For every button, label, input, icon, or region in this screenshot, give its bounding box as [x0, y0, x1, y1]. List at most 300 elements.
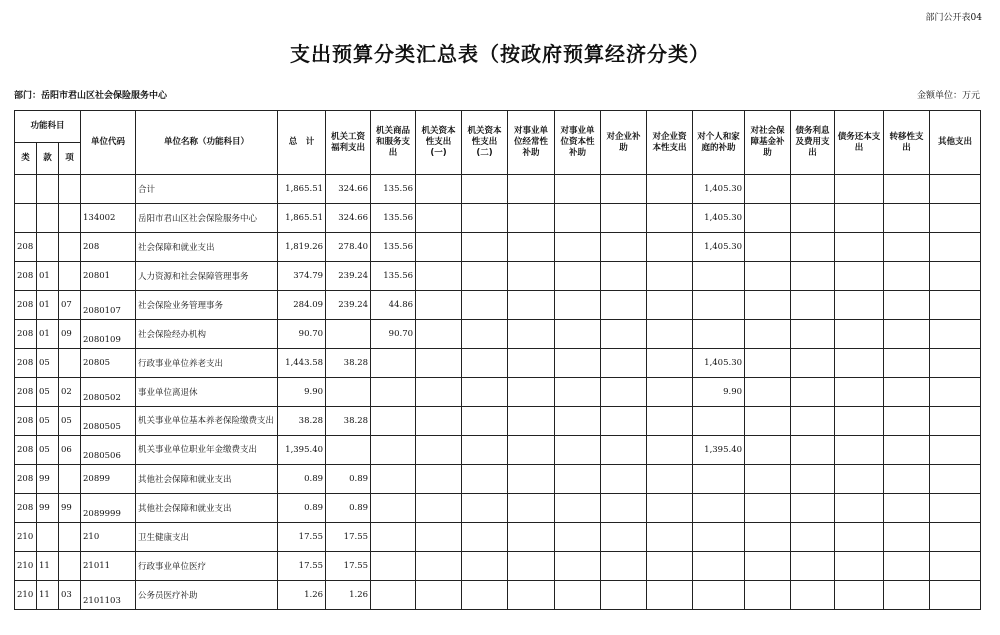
cell-lei: 210: [15, 552, 37, 581]
cell-c10: [745, 581, 791, 610]
cell-c9: 9.90: [693, 378, 745, 407]
cell-total: 38.28: [278, 407, 326, 436]
cell-c8: [647, 581, 693, 610]
cell-c6: [555, 436, 601, 465]
header-c1: 机关工资福利支出: [326, 111, 371, 175]
cell-c10: [745, 291, 791, 320]
cell-c5: [508, 523, 555, 552]
cell-c9: [693, 407, 745, 436]
cell-c1: [326, 320, 371, 349]
cell-c1: 239.24: [326, 291, 371, 320]
cell-c8: [647, 233, 693, 262]
cell-kuan: 05: [37, 407, 59, 436]
header-c7: 对企业补助: [601, 111, 647, 175]
cell-c14: [930, 407, 981, 436]
cell-c10: [745, 262, 791, 291]
cell-xiang: [59, 552, 81, 581]
header-c9: 对个人和家庭的补助: [693, 111, 745, 175]
cell-total: 1,865.51: [278, 204, 326, 233]
header-unit-code: 单位代码: [81, 111, 136, 175]
cell-c6: [555, 407, 601, 436]
cell-c13: [884, 552, 930, 581]
cell-c1: 38.28: [326, 349, 371, 378]
cell-c5: [508, 320, 555, 349]
cell-c10: [745, 552, 791, 581]
cell-c5: [508, 175, 555, 204]
cell-total: 17.55: [278, 552, 326, 581]
cell-c2: [371, 523, 416, 552]
cell-c6: [555, 552, 601, 581]
cell-c7: [601, 233, 647, 262]
cell-unit-code: 2080502: [81, 378, 136, 407]
cell-c6: [555, 494, 601, 523]
cell-kuan: 05: [37, 378, 59, 407]
cell-lei: 208: [15, 233, 37, 262]
cell-unit-code: 20899: [81, 465, 136, 494]
cell-c1: 38.28: [326, 407, 371, 436]
cell-c7: [601, 407, 647, 436]
cell-c8: [647, 204, 693, 233]
cell-c9: [693, 581, 745, 610]
cell-c6: [555, 581, 601, 610]
cell-c10: [745, 436, 791, 465]
cell-c1: 0.89: [326, 465, 371, 494]
cell-c1: 17.55: [326, 552, 371, 581]
cell-kuan: 05: [37, 436, 59, 465]
cell-c7: [601, 378, 647, 407]
cell-unit-code: 2080506: [81, 436, 136, 465]
cell-lei: 208: [15, 436, 37, 465]
cell-c12: [835, 552, 884, 581]
cell-c2: [371, 378, 416, 407]
cell-c4: [462, 320, 508, 349]
cell-lei: 210: [15, 523, 37, 552]
cell-total: 0.89: [278, 465, 326, 494]
cell-c8: [647, 349, 693, 378]
cell-c4: [462, 233, 508, 262]
cell-c13: [884, 436, 930, 465]
cell-c11: [791, 494, 835, 523]
cell-unit-name: 社会保险业务管理事务: [136, 291, 278, 320]
cell-lei: 208: [15, 262, 37, 291]
cell-unit-code: 2080109: [81, 320, 136, 349]
table-row: [15, 552, 981, 581]
cell-c10: [745, 175, 791, 204]
cell-c8: [647, 552, 693, 581]
cell-c7: [601, 175, 647, 204]
cell-c5: [508, 233, 555, 262]
cell-c7: [601, 581, 647, 610]
cell-c1: [326, 378, 371, 407]
budget-table: [14, 110, 981, 610]
cell-unit-name: 机关事业单位基本养老保险缴费支出: [136, 407, 278, 436]
cell-c2: 135.56: [371, 233, 416, 262]
cell-c2: 90.70: [371, 320, 416, 349]
table-row: [15, 465, 981, 494]
header-xiang: 项: [59, 143, 81, 175]
cell-total: 284.09: [278, 291, 326, 320]
cell-c12: [835, 407, 884, 436]
cell-c7: [601, 552, 647, 581]
cell-c13: [884, 465, 930, 494]
cell-unit-name: 社会保障和就业支出: [136, 233, 278, 262]
cell-c14: [930, 552, 981, 581]
header-kuan: 款: [37, 143, 59, 175]
cell-lei: 208: [15, 407, 37, 436]
header-c10: 对社会保障基金补助: [745, 111, 791, 175]
cell-lei: 208: [15, 378, 37, 407]
cell-c6: [555, 320, 601, 349]
cell-c7: [601, 204, 647, 233]
cell-c14: [930, 204, 981, 233]
cell-c14: [930, 436, 981, 465]
cell-xiang: 07: [59, 291, 81, 320]
cell-c5: [508, 407, 555, 436]
cell-unit-name: 卫生健康支出: [136, 523, 278, 552]
cell-xiang: 09: [59, 320, 81, 349]
cell-c4: [462, 523, 508, 552]
table-row: [15, 262, 981, 291]
cell-c8: [647, 407, 693, 436]
cell-c10: [745, 349, 791, 378]
cell-total: 1,443.58: [278, 349, 326, 378]
cell-c3: [416, 262, 462, 291]
cell-c6: [555, 204, 601, 233]
header-function-subject: 功能科目: [15, 111, 81, 143]
cell-c1: 324.66: [326, 204, 371, 233]
cell-c2: [371, 349, 416, 378]
cell-c6: [555, 175, 601, 204]
cell-kuan: [37, 204, 59, 233]
cell-c5: [508, 262, 555, 291]
cell-unit-code: 134002: [81, 204, 136, 233]
cell-unit-name: 人力资源和社会保障管理事务: [136, 262, 278, 291]
cell-c4: [462, 291, 508, 320]
cell-c6: [555, 349, 601, 378]
header-total: 总 计: [278, 111, 326, 175]
amount-unit-label: 金额单位：万元: [916, 91, 980, 101]
cell-c3: [416, 233, 462, 262]
table-row: [15, 291, 981, 320]
table-row: [15, 233, 981, 262]
cell-c2: 135.56: [371, 175, 416, 204]
cell-c8: [647, 320, 693, 349]
cell-c3: [416, 320, 462, 349]
header-c11: 债务利息及费用支出: [791, 111, 835, 175]
cell-c4: [462, 262, 508, 291]
header-c12: 债务还本支出: [835, 111, 884, 175]
cell-c9: [693, 523, 745, 552]
cell-c12: [835, 581, 884, 610]
cell-kuan: 11: [37, 552, 59, 581]
cell-unit-code: 208: [81, 233, 136, 262]
cell-xiang: 03: [59, 581, 81, 610]
cell-c5: [508, 494, 555, 523]
cell-c11: [791, 291, 835, 320]
cell-c6: [555, 523, 601, 552]
page-title: 支出预算分类汇总表（按政府预算经济分类）: [290, 42, 710, 66]
cell-c12: [835, 320, 884, 349]
cell-c13: [884, 204, 930, 233]
cell-total: 1,819.26: [278, 233, 326, 262]
cell-total: 1,865.51: [278, 175, 326, 204]
cell-unit-name: 其他社会保障和就业支出: [136, 494, 278, 523]
cell-c13: [884, 233, 930, 262]
cell-c6: [555, 291, 601, 320]
cell-xiang: [59, 349, 81, 378]
cell-c2: 135.56: [371, 262, 416, 291]
table-row: [15, 349, 981, 378]
cell-c10: [745, 320, 791, 349]
cell-c7: [601, 349, 647, 378]
cell-lei: [15, 204, 37, 233]
header-c3: 机关资本性支出(一): [416, 111, 462, 175]
cell-c1: 0.89: [326, 494, 371, 523]
cell-c13: [884, 291, 930, 320]
cell-unit-name: 行政事业单位医疗: [136, 552, 278, 581]
cell-c12: [835, 204, 884, 233]
cell-c2: [371, 494, 416, 523]
cell-c14: [930, 349, 981, 378]
cell-c4: [462, 175, 508, 204]
cell-c10: [745, 465, 791, 494]
cell-c12: [835, 349, 884, 378]
cell-c7: [601, 320, 647, 349]
cell-total: 90.70: [278, 320, 326, 349]
cell-c4: [462, 465, 508, 494]
cell-c11: [791, 465, 835, 494]
cell-c9: 1,405.30: [693, 204, 745, 233]
cell-c3: [416, 552, 462, 581]
cell-c10: [745, 494, 791, 523]
cell-c7: [601, 465, 647, 494]
cell-c10: [745, 233, 791, 262]
cell-c8: [647, 175, 693, 204]
cell-c13: [884, 378, 930, 407]
cell-c2: [371, 436, 416, 465]
cell-kuan: 99: [37, 465, 59, 494]
cell-xiang: 02: [59, 378, 81, 407]
cell-c12: [835, 291, 884, 320]
cell-c11: [791, 175, 835, 204]
cell-lei: 208: [15, 465, 37, 494]
cell-kuan: [37, 175, 59, 204]
cell-c9: [693, 494, 745, 523]
cell-c4: [462, 436, 508, 465]
cell-c4: [462, 378, 508, 407]
cell-kuan: [37, 523, 59, 552]
cell-c3: [416, 523, 462, 552]
cell-c2: [371, 407, 416, 436]
cell-total: 1.26: [278, 581, 326, 610]
header-c4: 机关资本性支出(二): [462, 111, 508, 175]
header-c5: 对事业单位经常性补助: [508, 111, 555, 175]
cell-c2: [371, 552, 416, 581]
cell-c3: [416, 378, 462, 407]
cell-c4: [462, 204, 508, 233]
cell-xiang: 99: [59, 494, 81, 523]
cell-c5: [508, 291, 555, 320]
cell-c3: [416, 204, 462, 233]
cell-c5: [508, 552, 555, 581]
cell-lei: 208: [15, 320, 37, 349]
cell-c9: [693, 465, 745, 494]
table-row: [15, 581, 981, 610]
cell-kuan: 99: [37, 494, 59, 523]
cell-c12: [835, 262, 884, 291]
cell-unit-name: 行政事业单位养老支出: [136, 349, 278, 378]
cell-c7: [601, 262, 647, 291]
table-row: [15, 436, 981, 465]
cell-c5: [508, 581, 555, 610]
cell-c4: [462, 407, 508, 436]
cell-c14: [930, 378, 981, 407]
cell-unit-code: 210: [81, 523, 136, 552]
cell-c6: [555, 233, 601, 262]
cell-c7: [601, 523, 647, 552]
cell-xiang: [59, 465, 81, 494]
cell-c3: [416, 465, 462, 494]
cell-c8: [647, 291, 693, 320]
cell-c1: 1.26: [326, 581, 371, 610]
cell-lei: 208: [15, 291, 37, 320]
cell-c13: [884, 581, 930, 610]
table-row: [15, 320, 981, 349]
cell-unit-name: 社会保险经办机构: [136, 320, 278, 349]
form-number: 部门公开表04: [925, 13, 982, 23]
cell-kuan: 01: [37, 262, 59, 291]
cell-c9: [693, 552, 745, 581]
cell-total: 374.79: [278, 262, 326, 291]
cell-c12: [835, 175, 884, 204]
cell-c14: [930, 262, 981, 291]
cell-c11: [791, 204, 835, 233]
cell-unit-code: 2101103: [81, 581, 136, 610]
header-c13: 转移性支出: [884, 111, 930, 175]
cell-c9: 1,405.30: [693, 175, 745, 204]
cell-lei: 208: [15, 494, 37, 523]
cell-unit-code: 2089999: [81, 494, 136, 523]
cell-c6: [555, 262, 601, 291]
cell-c4: [462, 494, 508, 523]
cell-total: 17.55: [278, 523, 326, 552]
cell-c1: 239.24: [326, 262, 371, 291]
cell-c8: [647, 494, 693, 523]
cell-c11: [791, 523, 835, 552]
cell-c11: [791, 262, 835, 291]
cell-kuan: 05: [37, 349, 59, 378]
cell-c14: [930, 175, 981, 204]
cell-c9: 1,395.40: [693, 436, 745, 465]
cell-c2: 135.56: [371, 204, 416, 233]
cell-lei: 208: [15, 349, 37, 378]
cell-unit-name: 事业单位离退休: [136, 378, 278, 407]
cell-c12: [835, 233, 884, 262]
cell-c14: [930, 581, 981, 610]
cell-c3: [416, 291, 462, 320]
cell-c9: [693, 320, 745, 349]
table-row: [15, 494, 981, 523]
cell-c10: [745, 204, 791, 233]
header-lei: 类: [15, 143, 37, 175]
cell-c1: 324.66: [326, 175, 371, 204]
cell-c1: 278.40: [326, 233, 371, 262]
cell-c11: [791, 436, 835, 465]
cell-c11: [791, 552, 835, 581]
cell-xiang: [59, 175, 81, 204]
cell-unit-name: 其他社会保障和就业支出: [136, 465, 278, 494]
cell-kuan: 01: [37, 320, 59, 349]
cell-c13: [884, 494, 930, 523]
cell-c7: [601, 436, 647, 465]
header-c8: 对企业资本性支出: [647, 111, 693, 175]
cell-c13: [884, 320, 930, 349]
cell-c3: [416, 581, 462, 610]
cell-c3: [416, 436, 462, 465]
cell-c7: [601, 494, 647, 523]
table-row: [15, 378, 981, 407]
cell-xiang: [59, 204, 81, 233]
cell-c12: [835, 523, 884, 552]
cell-c3: [416, 407, 462, 436]
header-unit-name: 单位名称（功能科目）: [136, 111, 278, 175]
cell-c14: [930, 523, 981, 552]
cell-unit-code: 2080505: [81, 407, 136, 436]
cell-c5: [508, 378, 555, 407]
table-row: [15, 407, 981, 436]
cell-c12: [835, 436, 884, 465]
cell-kuan: [37, 233, 59, 262]
cell-c4: [462, 552, 508, 581]
cell-lei: 210: [15, 581, 37, 610]
cell-c5: [508, 436, 555, 465]
department-label: 部门：岳阳市君山区社会保险服务中心: [14, 91, 168, 101]
cell-xiang: [59, 523, 81, 552]
cell-unit-name: 机关事业单位职业年金缴费支出: [136, 436, 278, 465]
cell-c11: [791, 320, 835, 349]
cell-c11: [791, 349, 835, 378]
cell-c5: [508, 349, 555, 378]
cell-c13: [884, 349, 930, 378]
cell-c7: [601, 291, 647, 320]
cell-c5: [508, 465, 555, 494]
cell-c14: [930, 320, 981, 349]
cell-c13: [884, 175, 930, 204]
cell-c13: [884, 262, 930, 291]
cell-c4: [462, 581, 508, 610]
cell-c8: [647, 378, 693, 407]
cell-c2: [371, 581, 416, 610]
cell-c12: [835, 494, 884, 523]
cell-c6: [555, 465, 601, 494]
cell-total: 9.90: [278, 378, 326, 407]
cell-c5: [508, 204, 555, 233]
cell-c3: [416, 175, 462, 204]
cell-c6: [555, 378, 601, 407]
cell-c8: [647, 523, 693, 552]
cell-c14: [930, 291, 981, 320]
cell-c8: [647, 465, 693, 494]
cell-c1: 17.55: [326, 523, 371, 552]
cell-c3: [416, 349, 462, 378]
cell-unit-code: 21011: [81, 552, 136, 581]
cell-c2: [371, 465, 416, 494]
cell-c2: 44.86: [371, 291, 416, 320]
cell-unit-code: [81, 175, 136, 204]
cell-c3: [416, 494, 462, 523]
cell-c14: [930, 465, 981, 494]
cell-c12: [835, 465, 884, 494]
